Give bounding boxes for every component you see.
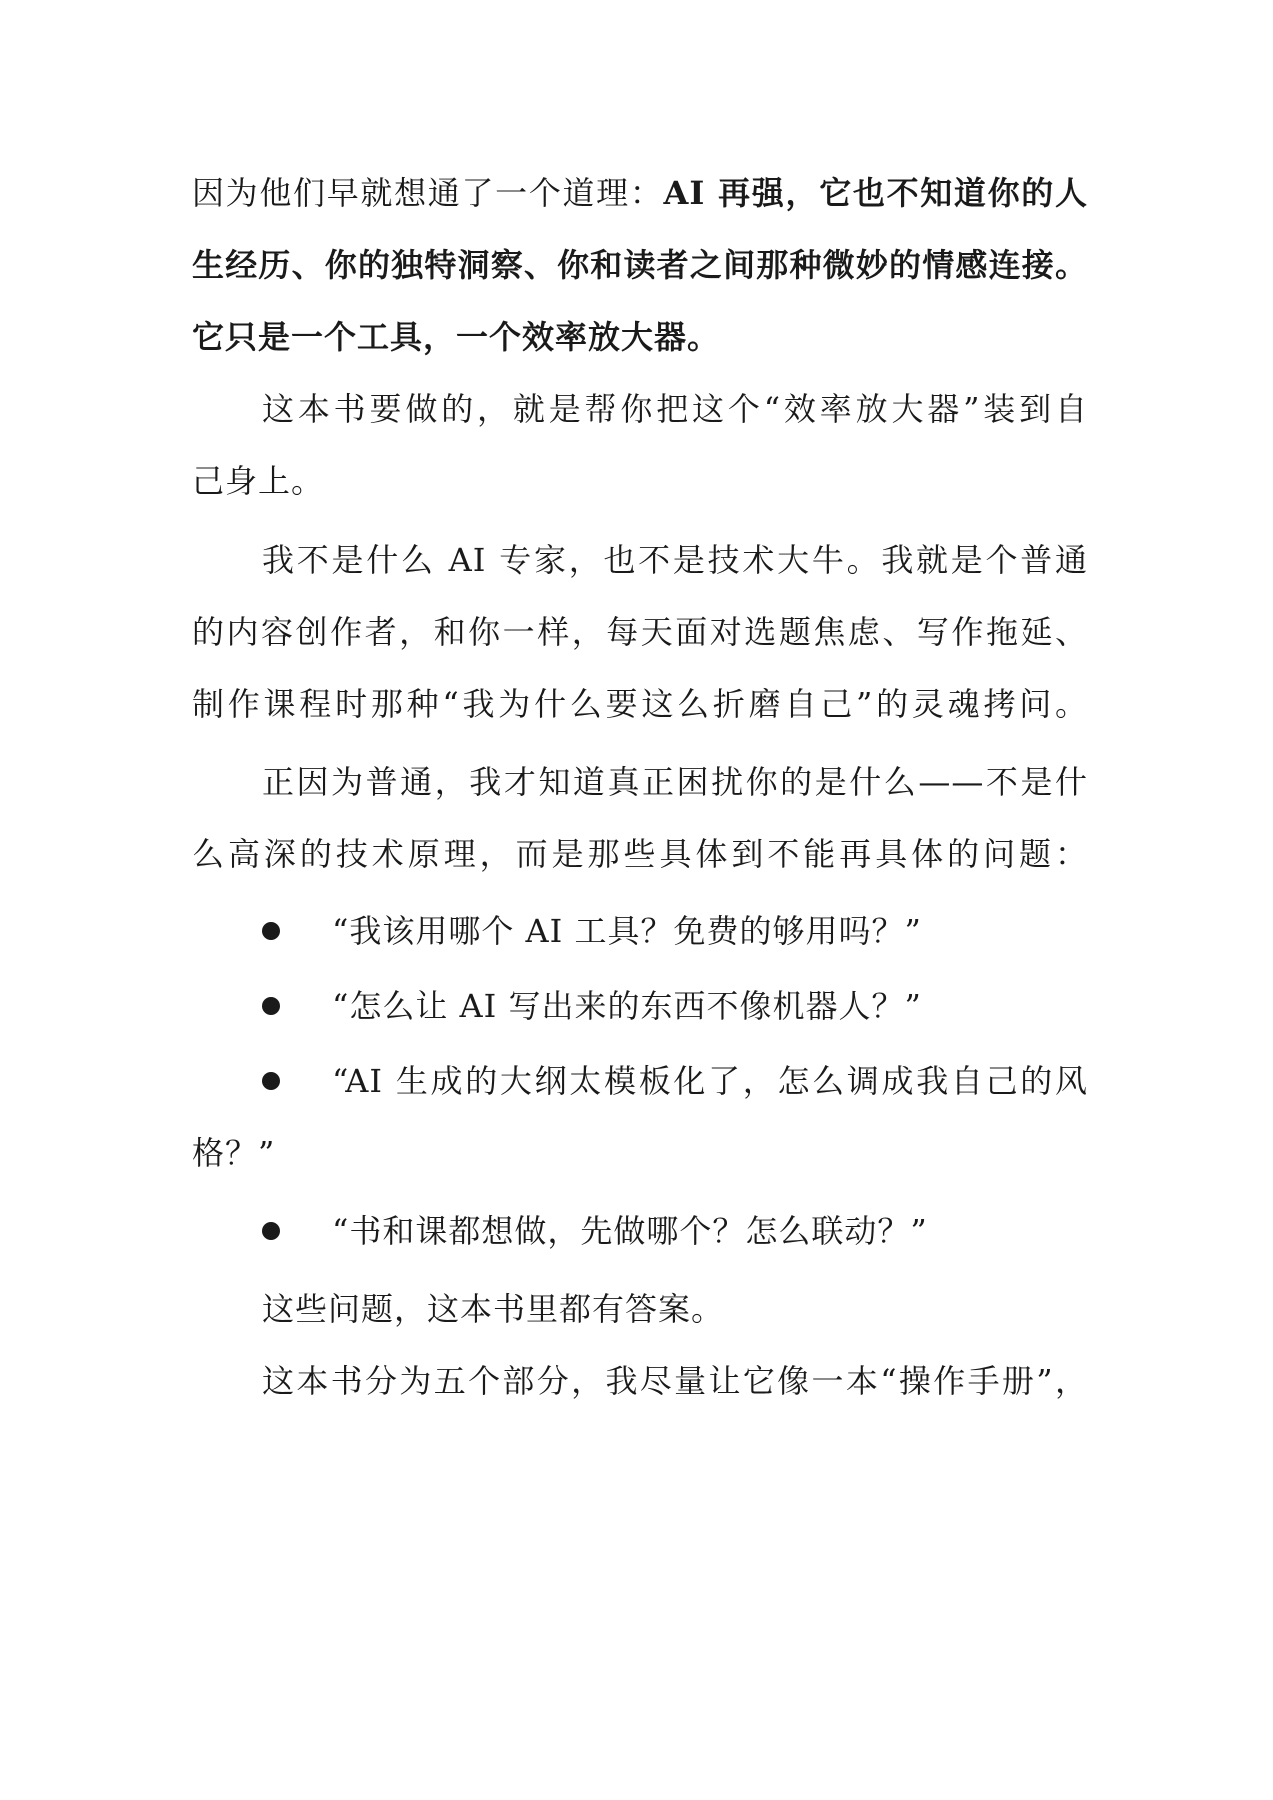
bullet-dot-icon [262,997,280,1015]
paragraph-3-line-3: 制作课程时那种“我为什么要这么折磨自己”的灵魂拷问。 [192,685,1088,723]
bullet-item-1: “我该用哪个 AI 工具？免费的够用吗？” [332,912,922,950]
paragraph-5-line-1: 这些问题，这本书里都有答案。 [262,1290,725,1328]
paragraph-3-line-2: 的内容创作者，和你一样，每天面对选题焦虑、写作拖延、 [192,613,1088,651]
paragraph-4-line-2: 么高深的技术原理，而是那些具体到不能再具体的问题： [192,835,1088,873]
paragraph-1-line-3: 它只是一个工具，一个效率放大器。 [192,318,721,356]
bullet-item-2: “怎么让 AI 写出来的东西不像机器人？” [332,987,922,1025]
bullet-item-3-line-2: 格？” [192,1134,276,1172]
paragraph-3-line-1: 我不是什么 AI 专家，也不是技术大牛。我就是个普通 [262,541,1088,579]
bullet-item-3-line-1: “AI 生成的大纲太模板化了，怎么调成我自己的风 [332,1062,1088,1100]
paragraph-2-line-2: 己身上。 [192,462,325,500]
bullet-dot-icon [262,922,280,940]
bullet-item-4: “书和课都想做，先做哪个？怎么联动？” [332,1212,928,1250]
paragraph-1-line-1 [192,173,1088,213]
paragraph-2-line-1: 这本书要做的，就是帮你把这个“效率放大器”装到自 [262,390,1088,428]
bullet-dot-icon [262,1072,280,1090]
paragraph-1-line-2: 生经历、你的独特洞察、你和读者之间那种微妙的情感连接。 [192,246,1088,284]
paragraph-6-line-1: 这本书分为五个部分，我尽量让它像一本“操作手册”， [262,1362,1088,1400]
paragraph-4-line-1: 正因为普通，我才知道真正困扰你的是什么——不是什 [262,763,1088,801]
bullet-dot-icon [262,1222,280,1240]
p1-line1-bold-text: AI 再强，它也不知道你的人 [663,174,1088,212]
p1-line1-normal-text: 因为他们早就想通了一个道理： [192,174,664,212]
